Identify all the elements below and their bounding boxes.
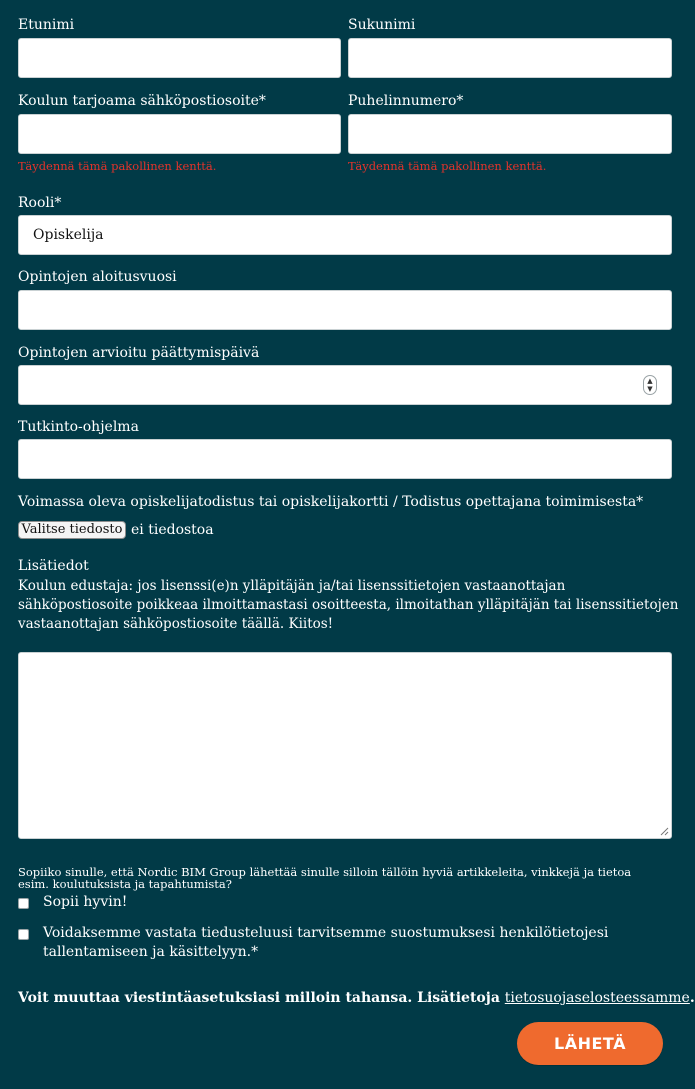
file-status: ei tiedostoa [131, 522, 214, 538]
additional-info-label: Lisätiedot [18, 558, 89, 574]
program-input[interactable] [18, 439, 672, 479]
marketing-option-label: Sopii hyvin! [43, 894, 128, 910]
additional-info-textarea[interactable] [18, 652, 672, 839]
last-name-label: Sukunimi [348, 17, 416, 33]
consent-label: Voidaksemme vastata tiedusteluusi tarvitsemme suostumuksesi henkilötietojesi tallentamiseen ja käsittelyyn.* [43, 925, 609, 960]
consent-checkbox[interactable] [18, 929, 29, 940]
privacy-policy-link[interactable]: tietosuojaselosteessamme [504, 990, 690, 1006]
end-date-label: Opintojen arvioitu päättymispäivä [18, 345, 260, 361]
choose-file-button[interactable]: Valitse tiedosto [18, 521, 126, 539]
file-upload-label: Voimassa oleva opiskelijatodistus tai opiskelijakortti / Todistus opettajana toimimisesta* [18, 494, 644, 510]
marketing-checkbox[interactable] [18, 898, 29, 909]
submit-button[interactable]: LÄHETÄ [517, 1022, 663, 1065]
email-error: Täydennä tämä pakollinen kenttä. [18, 159, 217, 173]
marketing-question: Sopiiko sinulle, että Nordic BIM Group lähettää sinulle silloin tällöin hyviä artikkeleita, vinkkejä ja tietoa esim. koulutuksista ja tapahtumista? [18, 865, 632, 891]
last-name-input[interactable] [348, 38, 672, 78]
role-select-value: Opiskelija [33, 227, 104, 243]
first-name-input[interactable] [18, 38, 341, 78]
stepper-arrows-icon[interactable]: ▲ ▼ [643, 375, 657, 395]
end-date-input[interactable] [18, 365, 672, 405]
phone-input[interactable] [348, 114, 672, 154]
resize-grip-icon[interactable] [659, 826, 669, 836]
footer-notice [18, 989, 695, 1008]
first-name-label: Etunimi [18, 17, 75, 33]
footer-notice-end: . [689, 990, 695, 1006]
additional-info-description: Koulun edustaja: jos lisenssi(e)n ylläpitäjän ja/tai lisenssitietojen vastaanottajan sähköpostiosoite poikkeaa ilmoittamastasi osoitteesta, ilmoitathan ylläpitäjän tai lisenssitietojen vastaanottajan sähköpostiosoite täällä. Kiitos! [18, 578, 679, 632]
footer-notice-text: Voit muuttaa viestintäasetuksiasi milloin tahansa. Lisätietoja [18, 990, 505, 1006]
role-select[interactable] [18, 215, 672, 255]
start-year-input[interactable] [18, 290, 672, 330]
start-year-label: Opintojen aloitusvuosi [18, 269, 177, 285]
email-label: Koulun tarjoama sähköpostiosoite* [18, 93, 266, 109]
phone-error: Täydennä tämä pakollinen kenttä. [348, 159, 547, 173]
phone-label: Puhelinnumero* [348, 93, 464, 109]
email-input[interactable] [18, 114, 341, 154]
role-label: Rooli* [18, 195, 62, 211]
program-label: Tutkinto-ohjelma [18, 419, 139, 435]
